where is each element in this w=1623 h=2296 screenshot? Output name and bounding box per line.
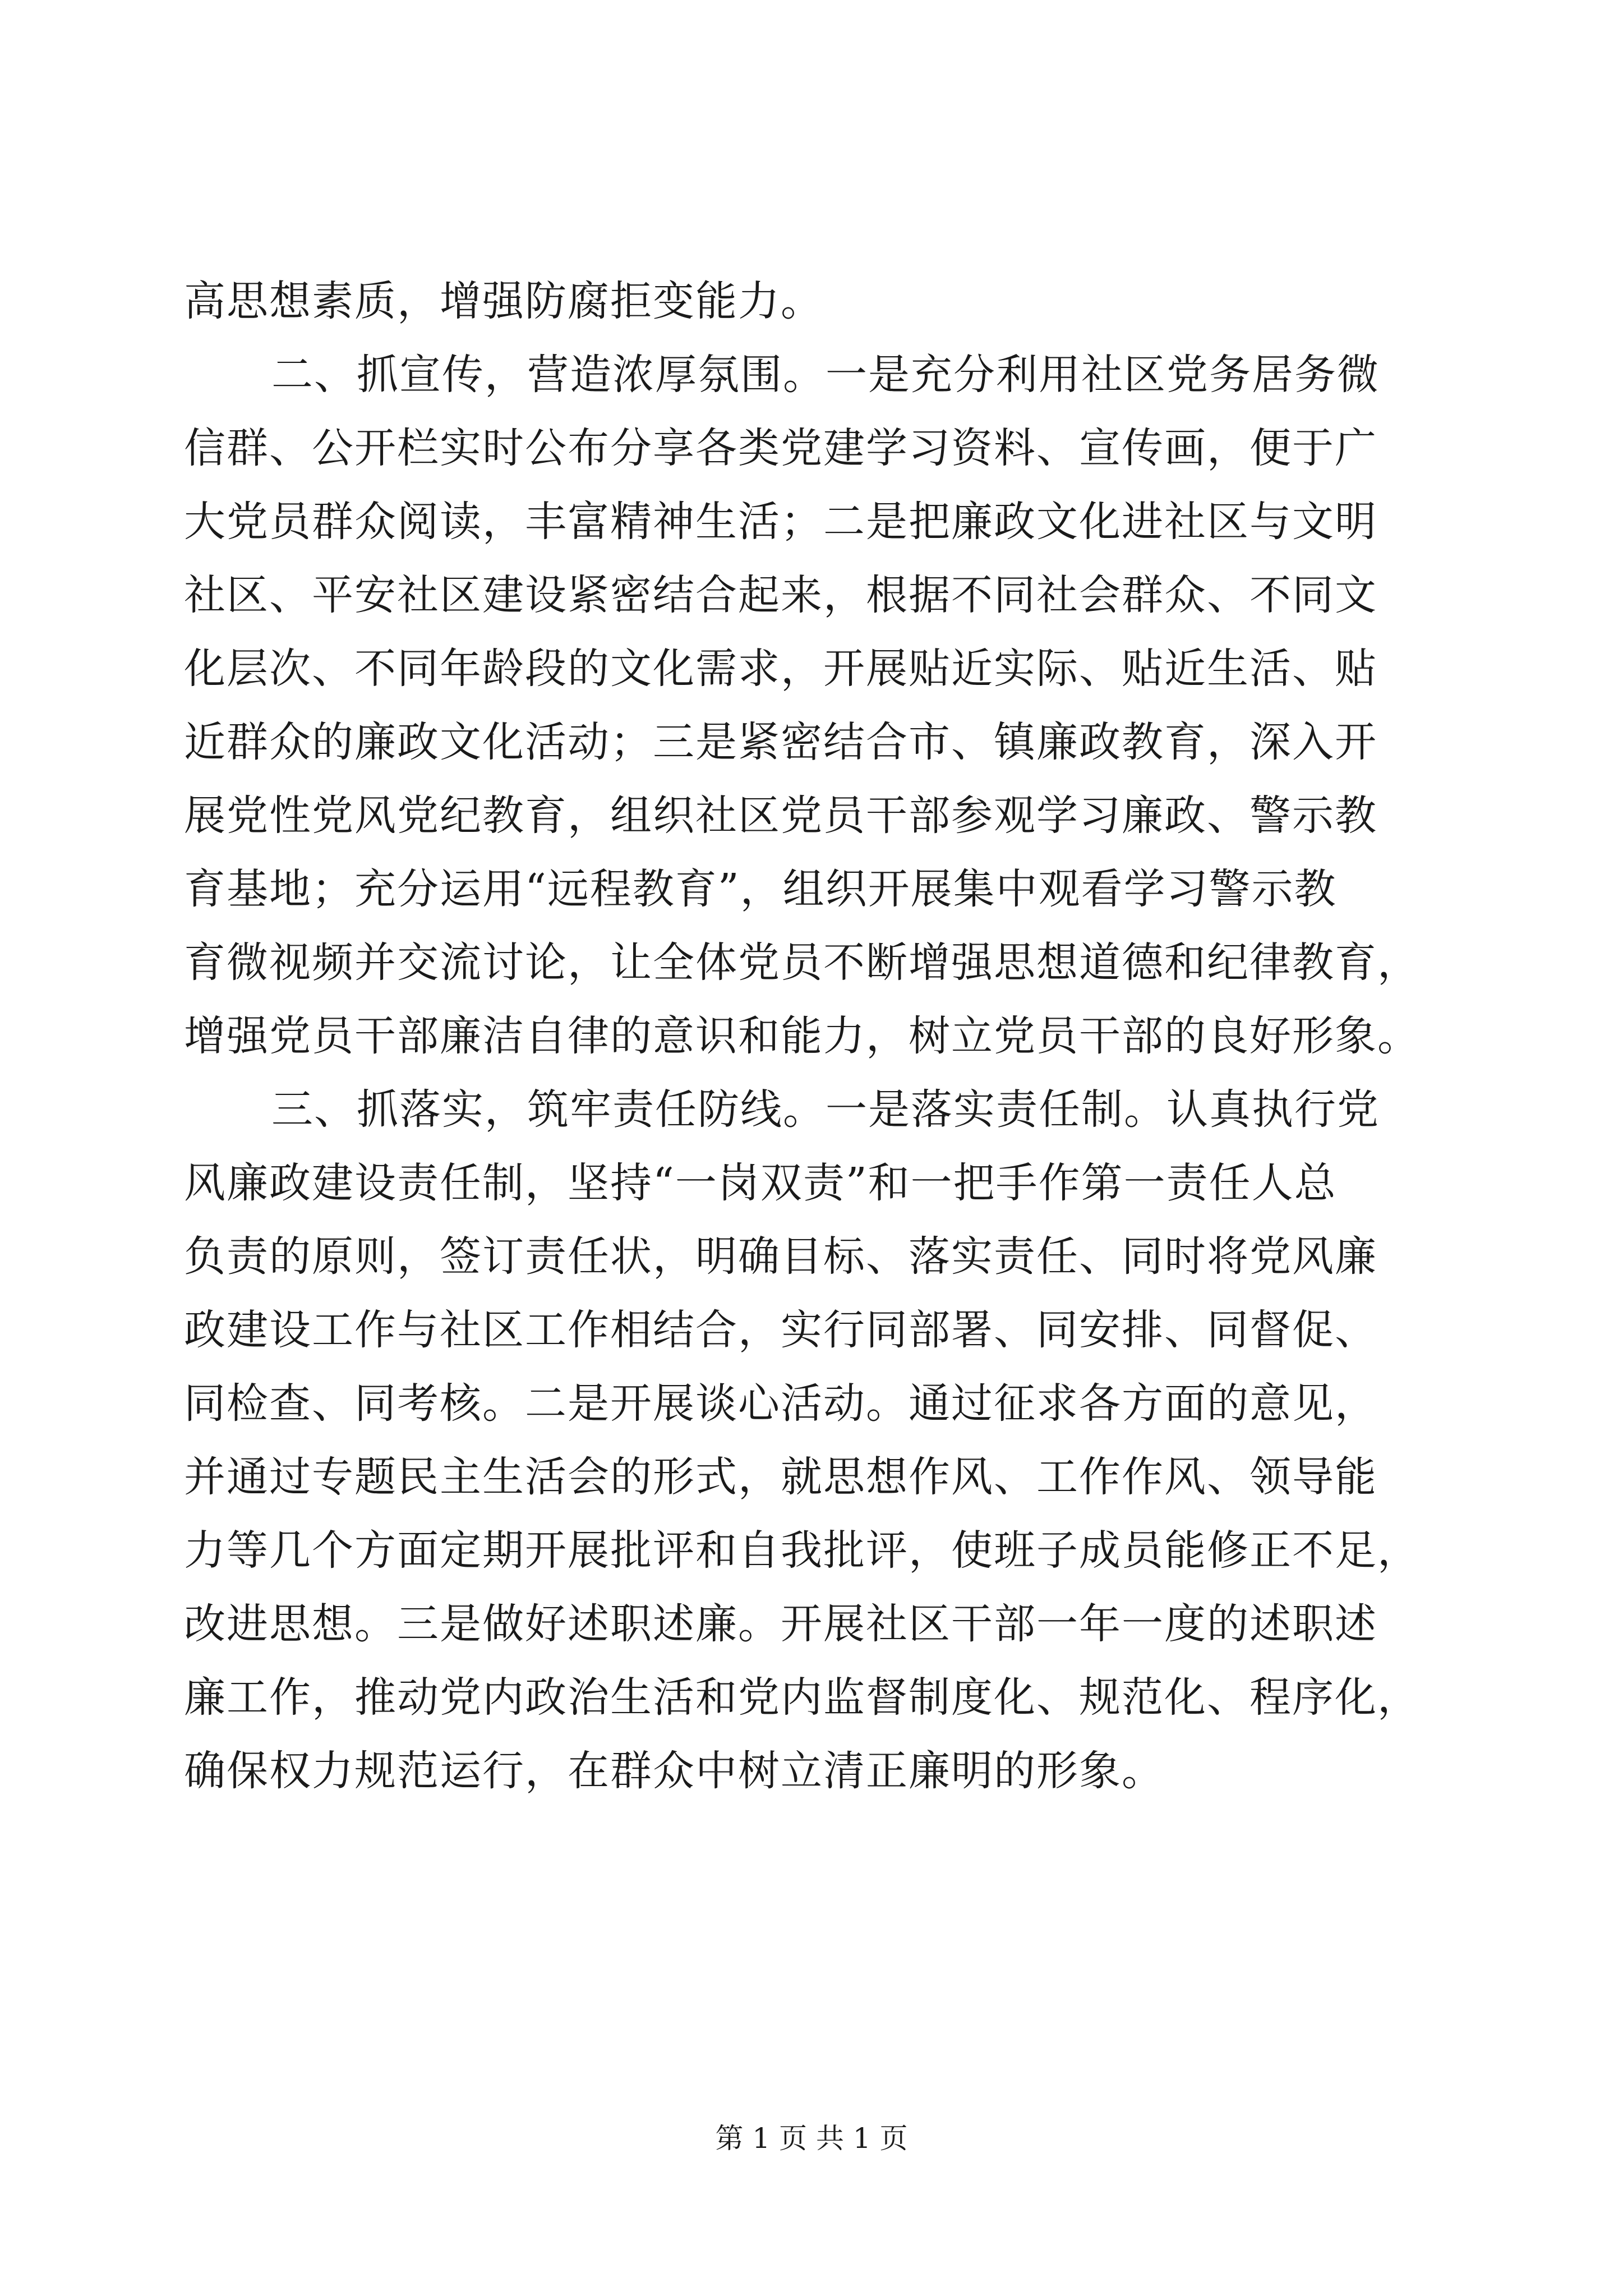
text-line: 育基地；充分运用“远程教育”，组织开展集中观看学习警示教 [184,865,1337,913]
text-line: 化层次、不同年龄段的文化需求，开展贴近实际、贴近生活、贴 [184,645,1377,693]
text-line: 力等几个方面定期开展批评和自我批评，使班子成员能修正不足， [184,1526,1420,1575]
text-line: 二、抓宣传，营造浓厚氛围。一是充分利用社区党务居务微 [271,351,1380,399]
text-line: 廉工作，推动党内政治生活和党内监督制度化、规范化、程序化， [184,1673,1420,1722]
text-line: 风廉政建设责任制，坚持“一岗双责”和一把手作第一责任人总 [184,1159,1337,1207]
text-line: 信群、公开栏实时公布分享各类党建学习资料、宣传画，便于广 [184,424,1377,472]
text-line: 增强党员干部廉洁自律的意识和能力，树立党员干部的良好形象。 [184,1012,1420,1060]
text-line: 展党性党风党纪教育，组织社区党员干部参观学习廉政、警示教 [184,792,1377,840]
text-line: 高思想素质，增强防腐拒变能力。 [184,277,823,325]
text-line: 确保权力规范运行，在群众中树立清正廉明的形象。 [184,1747,1164,1795]
text-line: 改进思想。三是做好述职述廉。开展社区干部一年一度的述职述 [184,1600,1377,1648]
text-line: 负责的原则，签订责任状，明确目标、落实责任、同时将党风廉 [184,1232,1377,1281]
text-line: 三、抓落实，筑牢责任防线。一是落实责任制。认真执行党 [271,1085,1380,1134]
page-footer: 第 1 页 共 1 页 [715,2122,908,2155]
text-line: 并通过专题民主生活会的形式，就思想作风、工作作风、领导能 [184,1453,1377,1501]
text-line: 育微视频并交流讨论，让全体党员不断增强思想道德和纪律教育， [184,938,1420,987]
text-line: 政建设工作与社区工作相结合，实行同部署、同安排、同督促、 [184,1306,1377,1354]
text-line: 同检查、同考核。二是开展谈心活动。通过征求各方面的意见， [184,1379,1377,1428]
text-line: 大党员群众阅读，丰富精神生活；二是把廉政文化进社区与文明 [184,498,1377,546]
text-line: 社区、平安社区建设紧密结合起来，根据不同社会群众、不同文 [184,571,1377,619]
document-body [184,265,1431,1808]
text-line: 近群众的廉政文化活动；三是紧密结合市、镇廉政教育，深入开 [184,718,1377,766]
